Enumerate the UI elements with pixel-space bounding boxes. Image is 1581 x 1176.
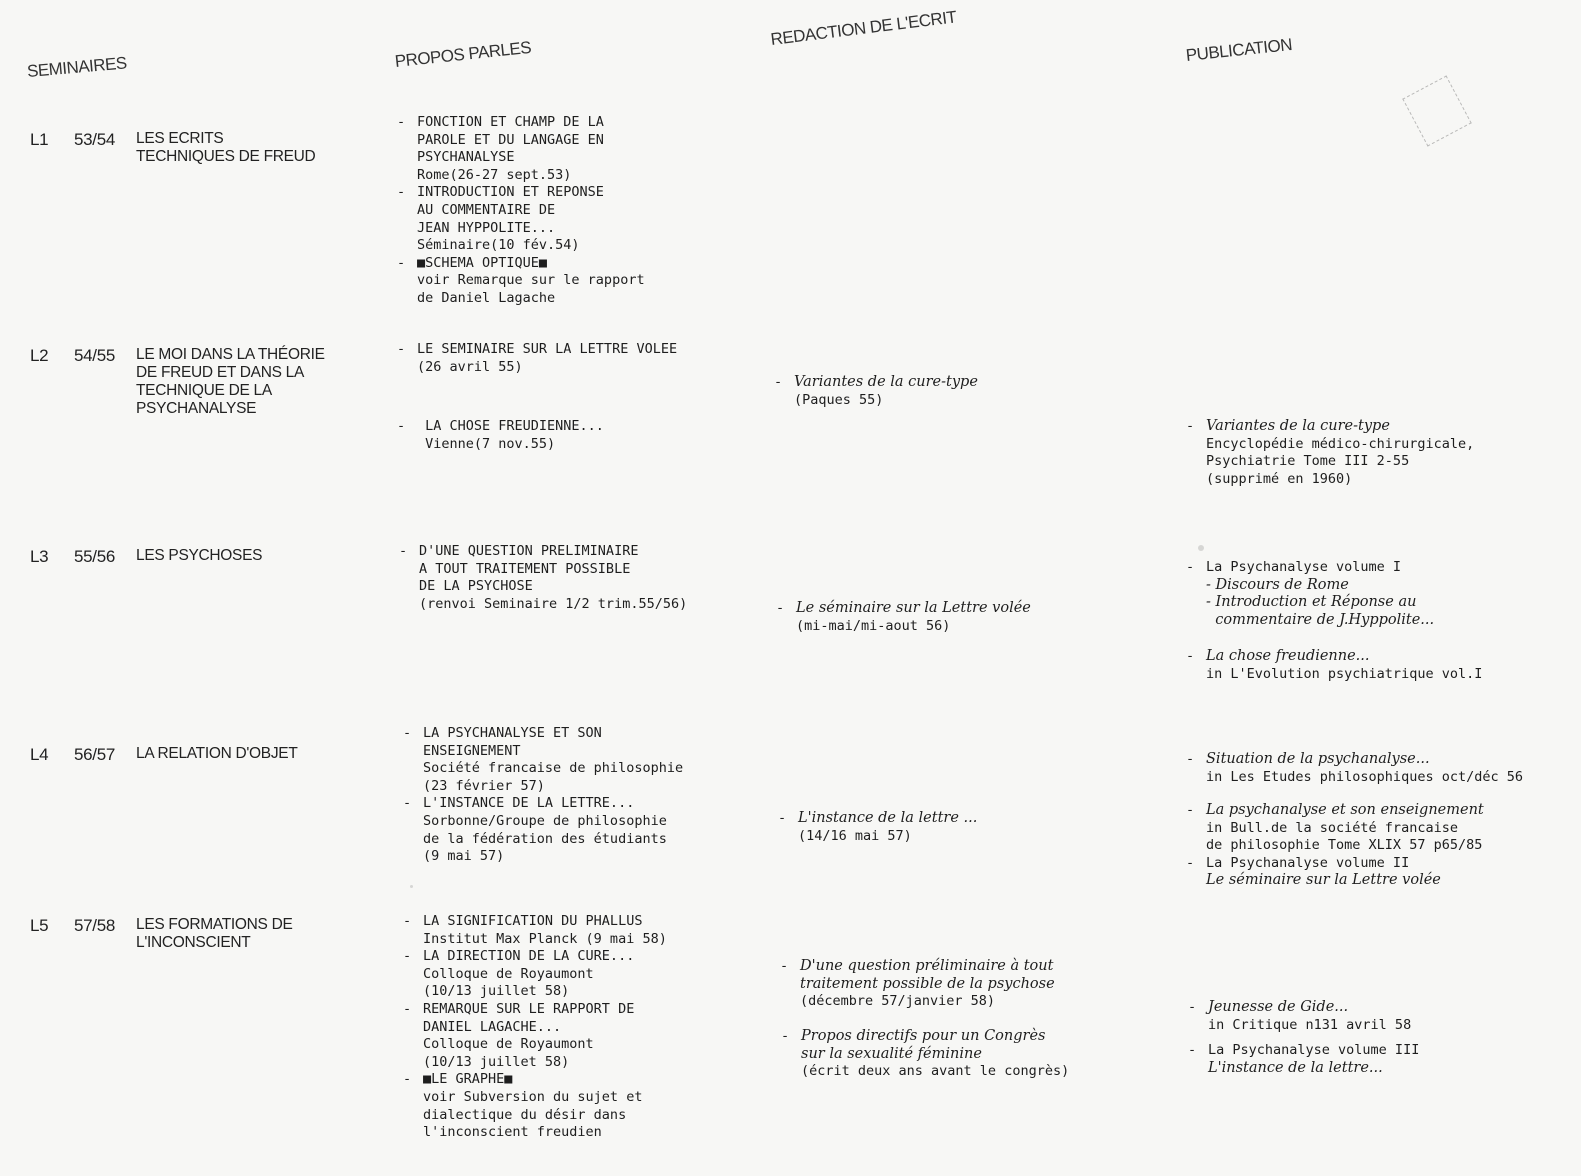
propos-entry [397, 418, 604, 453]
propos-line [399, 596, 687, 614]
propos-line [403, 1124, 667, 1142]
publication-line [1188, 1042, 1419, 1060]
propos-line [403, 1001, 667, 1019]
publication-line [1186, 648, 1482, 666]
propos-line-text: AU COMMENTAIRE DE [417, 201, 556, 218]
propos-line-text: Colloque de Royaumont [423, 1036, 594, 1053]
bullet-dash: - [403, 725, 412, 741]
publication-entry [1186, 751, 1523, 786]
publication-line [1188, 1060, 1419, 1078]
redaction-line [778, 810, 977, 828]
bullet-dash: - [403, 913, 412, 929]
propos-line [397, 167, 645, 185]
propos-line [403, 813, 683, 831]
propos-line [397, 220, 645, 238]
publication-line-text: La psychanalyse et son enseignement [1206, 802, 1484, 818]
header-publication: PUBLICATION [1184, 34, 1293, 66]
propos-line [403, 760, 683, 778]
propos-line [403, 725, 683, 743]
publication-line [1186, 453, 1474, 471]
publication-line-text: Encyclopédie médico-chirurgicale, [1206, 435, 1475, 452]
propos-line [403, 795, 683, 813]
publication-line-text: - Discours de Rome [1206, 576, 1349, 593]
publication-line [1186, 820, 1484, 838]
propos-line-text: de Daniel Lagache [417, 289, 556, 306]
propos-line-text: dialectique du désir dans [423, 1106, 627, 1123]
publication-line [1186, 666, 1482, 684]
redaction-line-text: (décembre 57/janvier 58) [800, 993, 996, 1010]
propos-line [397, 114, 645, 132]
seminar-years: 56/57 [74, 745, 116, 764]
publication-line [1186, 837, 1484, 855]
publication-line [1186, 436, 1474, 454]
propos-line-text: (23 février 57) [423, 777, 545, 794]
seminar-title [136, 745, 356, 763]
publication-line [1186, 802, 1484, 820]
propos-line-text: FONCTION ET CHAMP DE LA [417, 114, 604, 130]
propos-line-text: Rome(26-27 sept.53) [417, 166, 572, 183]
publication-line [1186, 418, 1474, 436]
propos-line-text: Sorbonne/Groupe de philosophie [423, 812, 667, 829]
redaction-line [781, 1028, 1069, 1046]
publication-line-text: de philosophie Tome XLIX 57 p65/85 [1206, 837, 1483, 854]
bullet-dash: - [781, 1028, 790, 1044]
bullet-dash: - [780, 958, 789, 974]
redaction-entry [776, 600, 1031, 635]
redaction-line [780, 993, 1055, 1011]
redaction-line [778, 828, 977, 846]
seminar-code: L2 [30, 346, 49, 365]
propos-line [403, 931, 667, 949]
propos-line-text: voir Subversion du sujet et [423, 1088, 643, 1105]
propos-line-text: Institut Max Planck (9 mai 58) [423, 930, 667, 947]
bullet-dash: - [778, 810, 787, 826]
publication-entry [1186, 559, 1434, 629]
redaction-line-text: L'instance de la lettre ... [798, 810, 978, 826]
bullet-dash: - [1188, 999, 1197, 1015]
seminar-title-line: DE FREUD ET DANS LA [136, 364, 304, 381]
propos-entry [397, 341, 677, 376]
header-redaction: REDACTION DE L'ECRIT [769, 7, 958, 50]
propos-line [403, 743, 683, 761]
publication-line-text: La Psychanalyse volume I [1206, 559, 1402, 575]
publication-line [1186, 612, 1434, 630]
propos-line [403, 913, 667, 931]
propos-line [403, 1019, 667, 1037]
redaction-line-text: sur la sexualité féminine [801, 1045, 982, 1062]
redaction-line [776, 600, 1031, 618]
publication-line-text: in Bull.de la société francaise [1206, 819, 1458, 836]
bullet-dash: - [403, 948, 412, 965]
ink-speck [1198, 545, 1204, 551]
redaction-entry [774, 374, 978, 409]
propos-line [399, 561, 687, 579]
bullet-dash: - [774, 374, 783, 390]
propos-line [403, 848, 683, 866]
propos-line-text: voir Remarque sur le rapport [417, 272, 645, 289]
redaction-line-text: Le séminaire sur la Lettre volée [796, 600, 1031, 616]
propos-line-text: Colloque de Royaumont [423, 965, 594, 982]
propos-line-text: Séminaire(10 fév.54) [417, 237, 580, 254]
bullet-dash: - [776, 600, 785, 616]
stamp-mark [1402, 75, 1471, 146]
bullet-dash: - [397, 114, 406, 130]
publication-line-text: La chose freudienne... [1206, 648, 1370, 664]
redaction-line-text: (écrit deux ans avant le congrès) [801, 1063, 1070, 1080]
redaction-line [774, 392, 978, 410]
bullet-dash: - [1186, 751, 1195, 767]
propos-line [397, 237, 645, 255]
propos-line-text: LA SIGNIFICATION DU PHALLUS [423, 913, 643, 929]
publication-line [1188, 999, 1411, 1017]
publication-line-text: Le séminaire sur la Lettre volée [1206, 872, 1441, 889]
redaction-line-text: Propos directifs pour un Congrès [801, 1028, 1046, 1044]
publication-line-text: L'instance de la lettre... [1208, 1059, 1383, 1076]
propos-line [403, 1107, 667, 1125]
propos-line-text: LA CHOSE FREUDIENNE... [417, 418, 604, 434]
seminar-title-line: L'INCONSCIENT [136, 934, 251, 951]
propos-line [397, 272, 645, 290]
propos-line [397, 132, 645, 150]
seminar-title-line: LA RELATION D'OBJET [136, 745, 298, 762]
publication-line [1186, 855, 1484, 873]
publication-line [1186, 594, 1434, 612]
propos-line-text: INTRODUCTION ET REPONSE [417, 184, 604, 201]
redaction-line-text: (mi-mai/mi-aout 56) [796, 617, 951, 634]
redaction-line-text: D'une question préliminaire à tout [800, 958, 1054, 974]
propos-entry [399, 543, 687, 613]
propos-line-text: L'INSTANCE DE LA LETTRE... [423, 795, 635, 812]
propos-line-text: de la fédération des étudiants [423, 830, 667, 847]
publication-line-text: commentaire de J.Hyppolite... [1206, 611, 1435, 628]
publication-line-text: Situation de la psychanalyse... [1206, 751, 1430, 767]
publication-line [1186, 872, 1484, 890]
propos-line [397, 290, 645, 308]
seminar-code: L4 [30, 745, 49, 764]
propos-entry [403, 913, 667, 1142]
publication-entry [1186, 648, 1482, 683]
publication-line [1186, 471, 1474, 489]
seminar-years: 54/55 [74, 346, 116, 365]
redaction-entry [778, 810, 977, 845]
propos-line [397, 418, 604, 436]
redaction-line-text: Variantes de la cure-type [794, 374, 978, 390]
publication-line-text: La Psychanalyse volume II [1206, 854, 1410, 871]
redaction-line [781, 1063, 1069, 1081]
propos-line [397, 184, 645, 202]
propos-line-text: LA PSYCHANALYSE ET SON [423, 725, 602, 741]
seminar-title [136, 130, 356, 166]
propos-line [403, 948, 667, 966]
bullet-dash: - [1186, 648, 1195, 664]
seminar-title-line: TECHNIQUE DE LA [136, 382, 272, 399]
publication-entry [1186, 802, 1484, 890]
propos-line-text: (10/13 juillet 58) [423, 1053, 570, 1070]
seminar-title-line: PSYCHANALYSE [136, 400, 257, 417]
publication-line-text: in Les Etudes philosophiques oct/déc 56 [1206, 768, 1523, 785]
redaction-line [776, 618, 1031, 636]
publication-line-text: - Introduction et Réponse au [1206, 594, 1417, 611]
publication-entry [1188, 999, 1411, 1034]
propos-line-text: PSYCHANALYSE [417, 149, 515, 166]
propos-line-text: (26 avril 55) [417, 358, 523, 375]
propos-line-text: l'inconscient freudien [423, 1124, 602, 1141]
propos-line-text: ■LE GRAPHE■ [423, 1071, 513, 1088]
propos-line-text: ENSEIGNEMENT [423, 742, 521, 759]
redaction-line [780, 976, 1055, 994]
publication-line-text: in L'Evolution psychiatrique vol.I [1206, 665, 1483, 682]
publication-line [1186, 751, 1523, 769]
propos-line-text: PAROLE ET DU LANGAGE EN [417, 131, 604, 148]
propos-line-text: REMARQUE SUR LE RAPPORT DE [423, 1000, 635, 1017]
propos-line [397, 255, 645, 273]
publication-line [1186, 577, 1434, 595]
propos-line-text: (10/13 juillet 58) [423, 983, 570, 1000]
seminar-title [136, 346, 356, 418]
bullet-dash: - [397, 254, 406, 271]
seminar-years: 57/58 [74, 916, 116, 935]
redaction-line-text: (Paques 55) [794, 391, 884, 408]
bullet-dash: - [399, 543, 408, 559]
seminar-title [136, 547, 356, 565]
publication-line-text: (supprimé en 1960) [1206, 470, 1353, 487]
publication-line [1186, 559, 1434, 577]
seminar-title-line: LES FORMATIONS DE [136, 916, 293, 933]
bullet-dash: - [1186, 559, 1195, 575]
seminar-code: L1 [30, 130, 49, 149]
bullet-dash: - [403, 1071, 412, 1088]
propos-line [403, 778, 683, 796]
propos-line [399, 578, 687, 596]
bullet-dash: - [1186, 854, 1195, 871]
publication-line-text: Variantes de la cure-type [1206, 418, 1390, 434]
redaction-entry [781, 1028, 1069, 1081]
publication-line-text: Jeunesse de Gide... [1208, 999, 1349, 1015]
propos-line-text: Société francaise de philosophie [423, 760, 684, 777]
bullet-dash: - [397, 418, 406, 434]
propos-line-text: Vienne(7 nov.55) [417, 435, 556, 452]
seminar-title-line: LE MOI DANS LA THÉORIE [136, 346, 325, 363]
propos-line [397, 149, 645, 167]
redaction-line-text: (14/16 mai 57) [798, 827, 912, 844]
propos-line [403, 831, 683, 849]
propos-line-text: ■SCHEMA OPTIQUE■ [417, 254, 548, 271]
seminar-years: 53/54 [74, 130, 116, 149]
publication-line [1188, 1017, 1411, 1035]
propos-line [403, 1054, 667, 1072]
seminar-code: L3 [30, 547, 49, 566]
bullet-dash: - [397, 184, 406, 201]
propos-line [403, 1089, 667, 1107]
redaction-line [774, 374, 978, 392]
seminar-code: L5 [30, 916, 49, 935]
publication-line [1186, 769, 1523, 787]
redaction-line-text: traitement possible de la psychose [800, 975, 1055, 992]
propos-line [397, 202, 645, 220]
bullet-dash: - [403, 1000, 412, 1017]
propos-line [399, 543, 687, 561]
redaction-entry [780, 958, 1055, 1011]
propos-entry [397, 114, 645, 308]
propos-line-text: D'UNE QUESTION PRELIMINAIRE [419, 543, 639, 559]
propos-line-text: LE SEMINAIRE SUR LA LETTRE VOLEE [417, 341, 678, 357]
header-seminaires: SEMINAIRES [26, 53, 128, 82]
seminar-title [136, 916, 356, 952]
propos-line [397, 436, 604, 454]
bullet-dash: - [1188, 1042, 1197, 1058]
bullet-dash: - [1186, 418, 1195, 434]
redaction-line [781, 1046, 1069, 1064]
ink-speck [410, 885, 413, 888]
publication-line-text: La Psychanalyse volume III [1208, 1042, 1420, 1058]
propos-line-text: (9 mai 57) [423, 848, 505, 865]
propos-line [403, 983, 667, 1001]
propos-line [403, 966, 667, 984]
propos-line [403, 1071, 667, 1089]
propos-line-text: LA DIRECTION DE LA CURE... [423, 948, 635, 965]
propos-line-text: (renvoi Seminaire 1/2 trim.55/56) [419, 595, 688, 612]
redaction-line [780, 958, 1055, 976]
propos-line-text: A TOUT TRAITEMENT POSSIBLE [419, 560, 631, 577]
propos-entry [403, 725, 683, 866]
publication-entry [1188, 1042, 1419, 1077]
seminar-years: 55/56 [74, 547, 116, 566]
seminar-title-line: TECHNIQUES DE FREUD [136, 148, 316, 165]
bullet-dash: - [397, 341, 406, 357]
publication-line-text: Psychiatrie Tome III 2-55 [1206, 453, 1410, 470]
publication-line-text: in Critique n131 avril 58 [1208, 1016, 1412, 1033]
seminar-title-line: LES ECRITS [136, 130, 224, 147]
bullet-dash: - [403, 795, 412, 812]
propos-line-text: DE LA PSYCHOSE [419, 578, 533, 595]
propos-line [397, 359, 677, 377]
bullet-dash: - [1186, 802, 1195, 818]
propos-line-text: DANIEL LAGACHE... [423, 1018, 562, 1035]
seminar-title-line: LES PSYCHOSES [136, 547, 263, 564]
header-propos-parles: PROPOS PARLES [393, 37, 532, 72]
propos-line [397, 341, 677, 359]
publication-entry [1186, 418, 1474, 488]
propos-line-text: JEAN HYPPOLITE... [417, 219, 556, 236]
propos-line [403, 1036, 667, 1054]
